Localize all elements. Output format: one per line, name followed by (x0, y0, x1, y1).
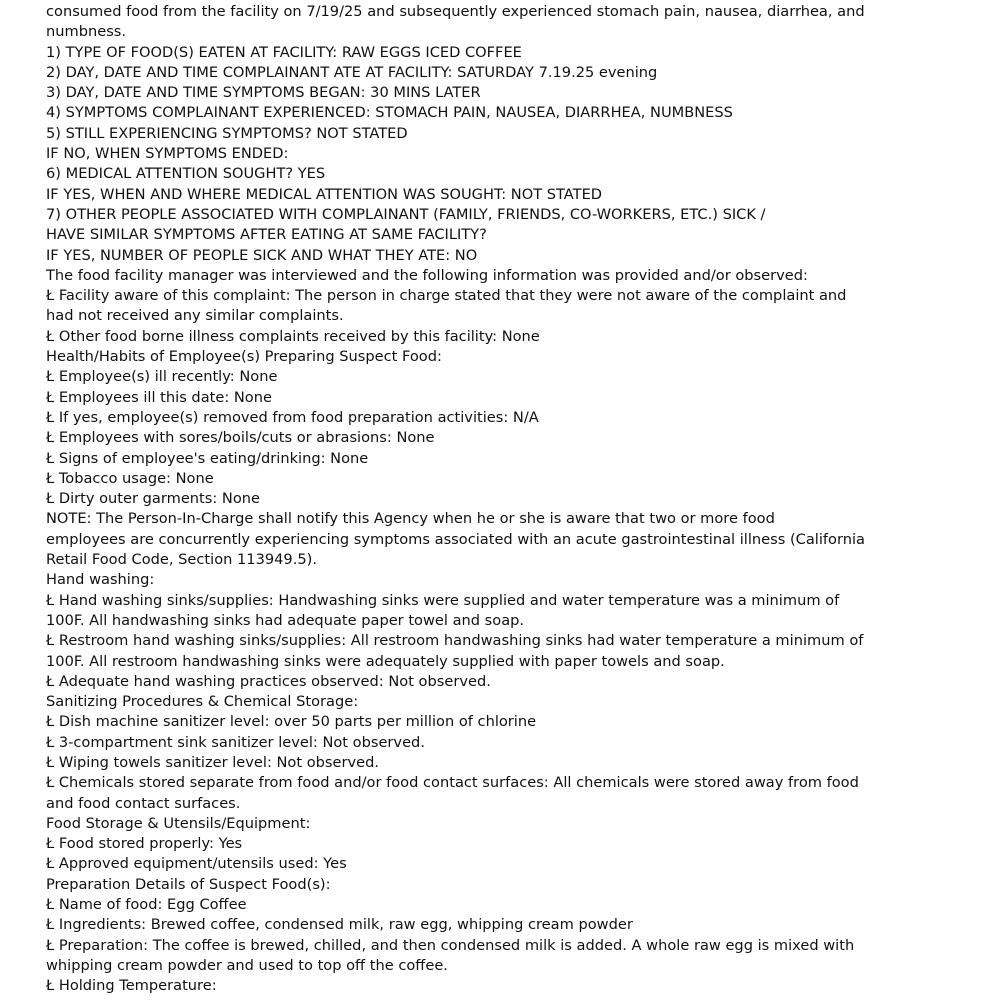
text-line-handwashing-sinks-1: Ł Hand washing sinks/supplies: Handwashing sinks were supplied and water temperature was a minimum of (46, 591, 840, 609)
text-line-employee-eating: Ł Signs of employee's eating/drinking: None (46, 449, 369, 467)
text-line-symptoms-began: 3) DAY, DATE AND TIME SYMPTOMS BEGAN: 30 MINS LATER (46, 84, 481, 102)
text-line-approved-equipment: Ł Approved equipment/utensils used: Yes (46, 855, 347, 873)
text-line-other-people-sick-2: HAVE SIMILAR SYMPTOMS AFTER EATING AT SAME FACILITY? (46, 226, 487, 244)
text-line-complaint-summary-1: consumed food from the facility on 7/19/25 and subsequently experienced stomach pain, nausea, diarrhea, and (46, 3, 865, 20)
text-line-food-stored-properly: Ł Food stored properly: Yes (46, 835, 243, 853)
text-line-wiping-towels-sanitizer: Ł Wiping towels sanitizer level: Not observed. (46, 753, 379, 771)
text-line-manager-interview: The food facility manager was interviewed and the following information was provided and/or observed: (46, 266, 808, 284)
text-line-restroom-sinks-1: Ł Restroom hand washing sinks/supplies: All restroom handwashing sinks had water temperature a minimum of (46, 632, 864, 650)
text-line-restroom-sinks-2: 100F. All restroom handwashing sinks were adequately supplied with paper towels and soap. (46, 652, 725, 670)
text-line-holding-temperature: Ł Holding Temperature: (46, 977, 217, 995)
text-line-note-2: employees are concurrently experiencing symptoms associated with an acute gastrointestinal illness (California (46, 530, 865, 548)
section-heading-food-storage: Food Storage & Utensils/Equipment: (46, 814, 311, 832)
text-line-date-time-ate: 2) DAY, DATE AND TIME COMPLAINANT ATE AT FACILITY: SATURDAY 7.19.25 evening (46, 63, 658, 81)
text-line-handwashing-sinks-2: 100F. All handwashing sinks had adequate paper towel and soap. (46, 611, 525, 629)
document-body (46, 2, 896, 997)
text-line-note-1: NOTE: The Person-In-Charge shall notify this Agency when he or she is aware that two or more food (46, 510, 775, 528)
text-line-dish-machine-sanitizer: Ł Dish machine sanitizer level: over 50 parts per million of chlorine (46, 713, 537, 731)
text-line-symptoms-ended: IF NO, WHEN SYMPTOMS ENDED: (46, 145, 289, 163)
text-line-complaint-summary-2: numbness. (46, 23, 127, 41)
text-line-handwashing-practices: Ł Adequate hand washing practices observed: Not observed. (46, 672, 491, 690)
text-line-chemicals-stored-2: and food contact surfaces. (46, 794, 241, 812)
text-line-employees-ill-recently: Ł Employee(s) ill recently: None (46, 368, 278, 386)
section-heading-employee-health: Health/Habits of Employee(s) Preparing Suspect Food: (46, 348, 442, 366)
text-line-ingredients: Ł Ingredients: Brewed coffee, condensed milk, raw egg, whipping cream powder (46, 916, 633, 934)
text-line-name-of-food: Ł Name of food: Egg Coffee (46, 896, 247, 914)
text-line-employees-removed: Ł If yes, employee(s) removed from food preparation activities: N/A (46, 408, 539, 426)
text-line-still-experiencing: 5) STILL EXPERIENCING SYMPTOMS? NOT STATED (46, 124, 408, 142)
text-line-chemicals-stored-1: Ł Chemicals stored separate from food and/or food contact surfaces: All chemicals were stored away from food (46, 774, 859, 792)
text-line-preparation-2: whipping cream powder and used to top off the coffee. (46, 956, 448, 974)
section-heading-sanitizing: Sanitizing Procedures & Chemical Storage: (46, 693, 359, 711)
text-line-other-people-sick-1: 7) OTHER PEOPLE ASSOCIATED WITH COMPLAINANT (FAMILY, FRIENDS, CO-WORKERS, ETC.) SICK / (46, 205, 766, 223)
text-line-medical-attention-where: IF YES, WHEN AND WHERE MEDICAL ATTENTION WAS SOUGHT: NOT STATED (46, 185, 603, 203)
text-line-type-of-food: 1) TYPE OF FOOD(S) EATEN AT FACILITY: RAW EGGS ICED COFFEE (46, 43, 522, 61)
text-line-employees-ill-today: Ł Employees ill this date: None (46, 388, 272, 406)
section-heading-preparation-details: Preparation Details of Suspect Food(s): (46, 875, 331, 893)
text-line-tobacco-usage: Ł Tobacco usage: None (46, 469, 214, 487)
section-heading-hand-washing: Hand washing: (46, 571, 155, 589)
text-line-preparation-1: Ł Preparation: The coffee is brewed, chilled, and then condensed milk is added. A whole raw egg is mixed with (46, 936, 855, 954)
text-line-other-complaints: Ł Other food borne illness complaints received by this facility: None (46, 327, 540, 345)
text-line-employee-sores: Ł Employees with sores/boils/cuts or abrasions: None (46, 429, 435, 447)
text-line-dirty-garments: Ł Dirty outer garments: None (46, 490, 260, 508)
text-line-symptoms-experienced: 4) SYMPTOMS COMPLAINANT EXPERIENCED: STOMACH PAIN, NAUSEA, DIARRHEA, NUMBNESS (46, 104, 733, 122)
text-line-facility-aware-2: had not received any similar complaints. (46, 307, 344, 325)
text-line-medical-attention: 6) MEDICAL ATTENTION SOUGHT? YES (46, 165, 326, 183)
text-line-facility-aware-1: Ł Facility aware of this complaint: The person in charge stated that they were not aware of the complaint and (46, 287, 847, 305)
text-line-note-3: Retail Food Code, Section 113949.5). (46, 551, 317, 569)
text-line-compartment-sink-sanitizer: Ł 3-compartment sink sanitizer level: Not observed. (46, 733, 425, 751)
text-line-number-of-people-sick: IF YES, NUMBER OF PEOPLE SICK AND WHAT THEY ATE: NO (46, 246, 478, 264)
